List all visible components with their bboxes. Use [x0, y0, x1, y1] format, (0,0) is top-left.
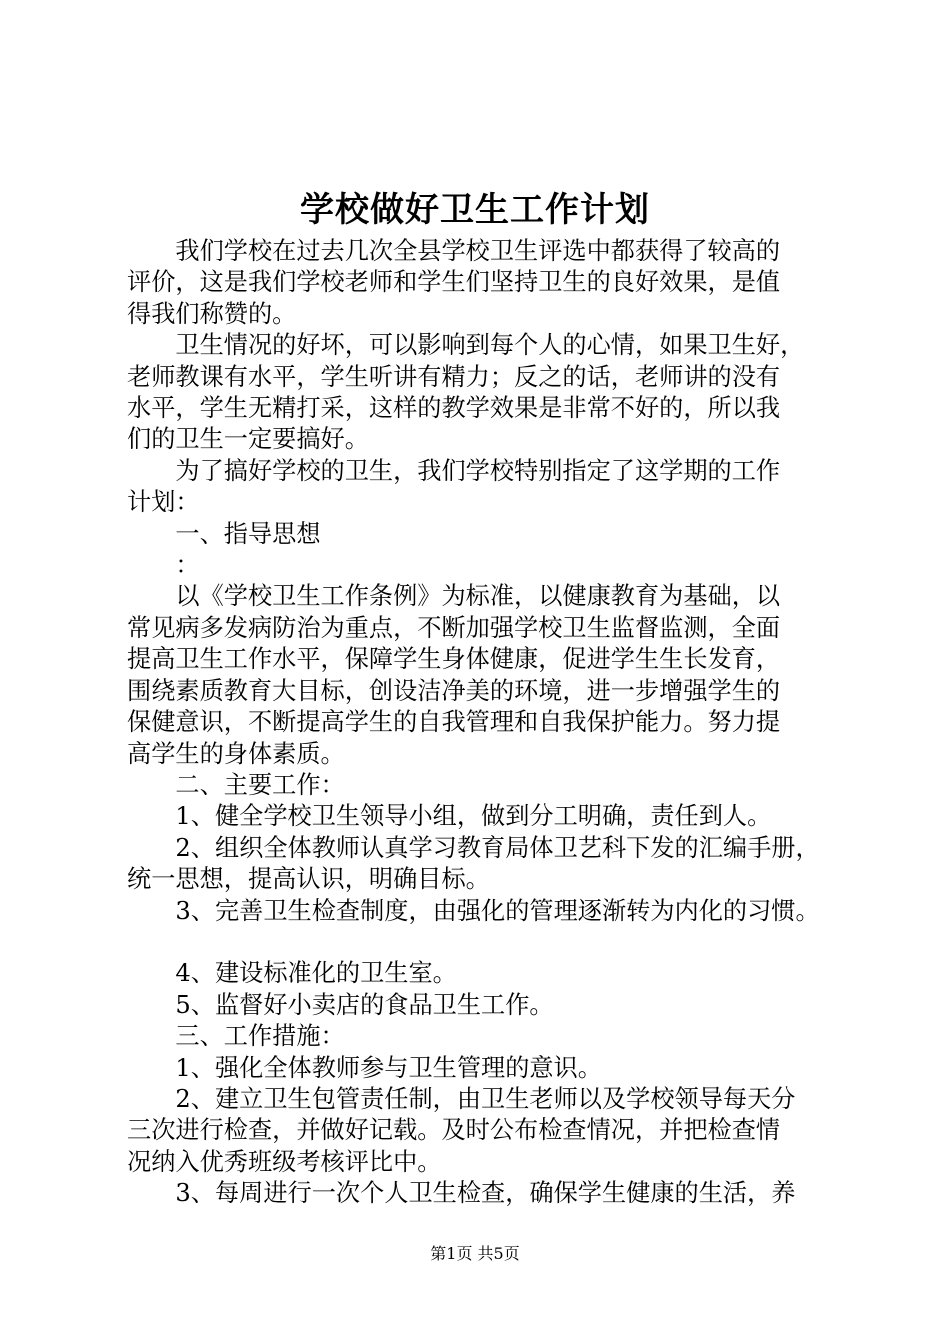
body-line: 围绕素质教育大目标，创设洁净美的环境，进一步增强学生的	[127, 676, 781, 705]
body-line: 1、健全学校卫生领导小组，做到分工明确，责任到人。	[175, 802, 772, 831]
body-line	[127, 927, 849, 958]
body-line: 3、每周进行一次个人卫生检查，确保学生健康的生活，养	[175, 1179, 796, 1208]
body-line: 为了搞好学校的卫生，我们学校特别指定了这学期的工作	[175, 456, 781, 485]
body-line: 况纳入优秀班级考核评比中。	[127, 1147, 442, 1176]
body-line: 高学生的身体素质。	[127, 739, 345, 768]
body-line: 评价，这是我们学校老师和学生们坚持卫生的良好效果，是值	[127, 268, 781, 297]
body-line: ：	[175, 551, 200, 580]
body-line: 三次进行检查，并做好记载。及时公布检查情况，并把检查情	[127, 1116, 781, 1145]
body-line: 常见病多发病防治为重点，不断加强学校卫生监督监测，全面	[127, 613, 781, 642]
body-line: 二、主要工作：	[175, 770, 345, 799]
body-line: 三、工作措施：	[175, 1022, 345, 1051]
document-title: 学校做好卫生工作计划	[300, 190, 650, 230]
body-line: 我们学校在过去几次全县学校卫生评选中都获得了较高的	[175, 237, 781, 265]
body-line: 4、建设标准化的卫生室。	[175, 959, 457, 988]
body-line: 提高卫生工作水平，保障学生身体健康，促进学生生长发育，	[127, 645, 781, 674]
document-body	[127, 236, 849, 1210]
body-line: 3、完善卫生检查制度，由强化的管理逐渐转为内化的习惯。	[175, 896, 820, 925]
body-line: 统一思想，提高认识，明确目标。	[127, 865, 490, 894]
body-line: 得我们称赞的。	[127, 299, 297, 328]
body-line: 2、建立卫生包管责任制，由卫生老师以及学校领导每天分	[175, 1084, 796, 1113]
body-line: 们的卫生一定要搞好。	[127, 425, 369, 454]
body-line: 老师教课有水平，学生听讲有精力；反之的话，老师讲的没有	[127, 362, 781, 391]
body-line: 计划：	[127, 488, 200, 517]
body-line: 以《学校卫生工作条例》为标准，以健康教育为基础，以	[175, 582, 781, 611]
body-line: 水平，学生无精打采，这样的教学效果是非常不好的，所以我	[127, 394, 781, 423]
body-line: 1、强化全体教师参与卫生管理的意识。	[175, 1053, 602, 1082]
body-line: 一、指导思想	[175, 519, 321, 548]
body-line: 保健意识，不断提高学生的自我管理和自我保护能力。努力提	[127, 708, 781, 737]
page-footer: 第1页 共5页	[430, 1244, 520, 1263]
body-line: 2、组织全体教师认真学习教育局体卫艺科下发的汇编手册，	[175, 833, 820, 862]
body-line: 5、监督好小卖店的食品卫生工作。	[175, 990, 554, 1019]
body-line: 卫生情况的好坏，可以影响到每个人的心情，如果卫生好，	[175, 331, 805, 360]
